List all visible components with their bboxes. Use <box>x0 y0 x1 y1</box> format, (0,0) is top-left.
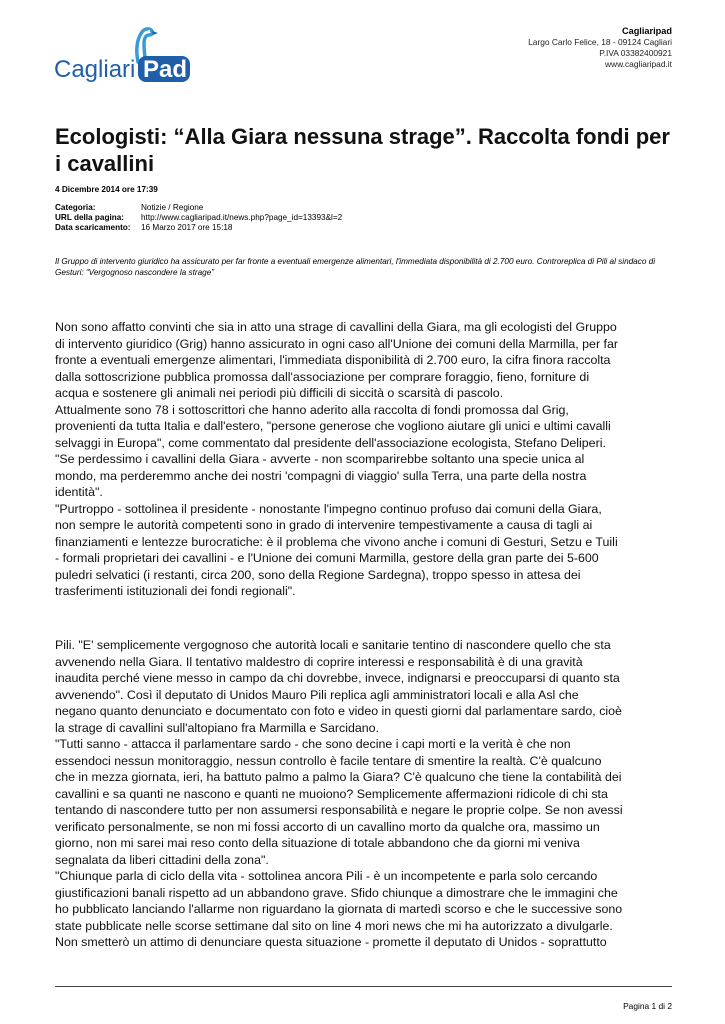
logo-text: Cagliari <box>54 56 136 83</box>
meta-category-value: Notizie / Regione <box>141 203 204 212</box>
flamingo-logo-icon <box>52 22 192 88</box>
article-title: Ecologisti: “Alla Giara nessuna strage”. Raccolta fondi per i cavallini <box>55 124 670 176</box>
company-name: Cagliaripad <box>621 26 672 36</box>
meta-url-value[interactable]: http://www.cagliaripad.it/news.php?page_id=13393&l=2 <box>141 213 343 222</box>
article-body-paragraph-1: Non sono affatto convinti che sia in atto una strage di cavallini della Giara, ma gli ecologisti del Gruppo di intervento giuridico (Grig) hanno assicurato in ogni caso all'Unione dei comuni della Marmilla, per far fronte a eventuali emergenze alimentari, l'immediata disponibilità di 2.700 euro, la cifra finora raccolta dalla sottoscrizione pubblica promossa dall'associazione per comprare foraggio, fieno, forniture di acqua e sostenere gli animali nei periodi più difficili di siccità o scarsità di pascolo. Attualmente sono 78 i sottoscrittori che hanno aderito alla raccolta di fondi promossa dal Grig, provenienti da tutta Italia e dall'estero, "persone generose che vogliono aiutare gli unici e ultimi cavalli selvaggi in Europa", come commentato dal presidente dell'associazione ecologista, Stefano Deliperi. "Se perdessimo i cavallini della Giara - avverte - non scomparirebbe soltanto una specie unica al mondo, ma perderemmo anche dei nostri 'compagni di viaggio' sulla Terra, una parte della nostra identità". "Purtroppo - sottolinea il presidente - nonostante l'impegno continuo profuso dai comuni della Giara, non sempre le autorità competenti sono in grado di intervenire tempestivamente a causa di tagli ai finanziamenti e lentezze burocratiche: è il problema che vivono anche i comuni di Gesturi, Setzu e Tuili - formali proprietari dei cavallini - e l'Unione dei comuni Marmilla, gestore della gran parte dei 5-600 puledri selvatici (i restanti, circa 200, sono della Regione Sardegna), troppo spesso in attesa dei trasferimenti istituzionali dei fondi regionali". <box>55 320 618 598</box>
meta-url-row <box>55 213 342 223</box>
page-number: Pagina 1 di 2 <box>623 1001 672 1011</box>
meta-url-label: URL della pagina: <box>55 213 124 222</box>
cagliaripad-logo <box>52 22 192 88</box>
article-date: 4 Dicembre 2014 ore 17:39 <box>55 185 158 194</box>
meta-download-value: 16 Marzo 2017 ore 15:18 <box>141 223 233 232</box>
company-website[interactable]: www.cagliaripad.it <box>604 59 672 69</box>
article-body-paragraph-2: Pili. "E' semplicemente vergognoso che autorità locali e sanitarie tentino di nascondere quello che sta avvenendo nella Giara. Il tentativo maldestro di coprire interessi e responsabilità è di una gravità inaudita perché viene messo in campo da chi dovrebbe, invece, indignarsi e preoccuparsi di quanto sta avvenendo". Così il deputato di Unidos Mauro Pili replica agli amministratori locali e alla Asl che negano quanto denunciato e documentato con foto e video in questi giorni dal parlamentare sardo, cioè la strage di cavallini sull'altopiano fra Marmilla e Sarcidano. "Tutti sanno - attacca il parlamentare sardo - che sono decine i capi morti e la verità è che non essendoci nessun monitoraggio, nessun controllo è facile tentare di smentire la realtà. C'è qualcuno che in mezza giornata, ieri, ha battuto palmo a palmo la Giara? C'è qualcuno che tiene la contabilità dei cavallini e sa quanti ne nascono e quanti ne muoiono? Semplicemente affermazioni ridicole di chi sta tentando di nascondere tutto per non assumersi responsabilità e negare le proprie colpe. Se non avessi verificato personalmente, se non mi fossi accorto di un cavallino morto da qualche ora, massimo un giorno, non mi sarei mai reso conto della situazione di totale abbandono che da giorni mi veniva segnalata da liberi cittadini della zona". "Chiunque parla di ciclo della vita - sottolinea ancora Pili - è un incompetente e parla solo cercando giustificazioni banali rispetto ad un abbandono grave. Sfido chiunque a dimostrare che le immagini che ho pubblicato lanciando l'allarme non riguardano la giornata di martedì scorso e che le successive sono state pubblicate nelle scorse settimane dal sito on line 4 mori news che mi ha autorizzato a divulgarle. Non smetterò un attimo di denunciare questa situazione - promette il deputato di Unidos - soprattutto <box>55 638 623 949</box>
svg-text:Pad: Pad <box>143 56 188 83</box>
footer-divider <box>55 986 672 987</box>
article-summary: Il Gruppo di intervento giuridico ha assicurato per far fronte a eventuali emergenze alimentari, l'immediata disponibilità di 2.700 euro. Controreplica di Pili al sindaco di Gesturi: “Vergognoso nascondere la strage” <box>55 257 656 277</box>
meta-download-row <box>55 223 342 233</box>
meta-download-label: Data scaricamento: <box>55 223 131 232</box>
company-address: Largo Carlo Felice, 18 - 09124 Cagliari <box>528 37 672 47</box>
meta-category-label: Categoria: <box>55 203 96 212</box>
contact-block <box>528 26 672 70</box>
company-vat: P.IVA 03382400921 <box>599 48 672 58</box>
article-meta <box>55 203 342 233</box>
meta-category-row <box>55 203 342 213</box>
